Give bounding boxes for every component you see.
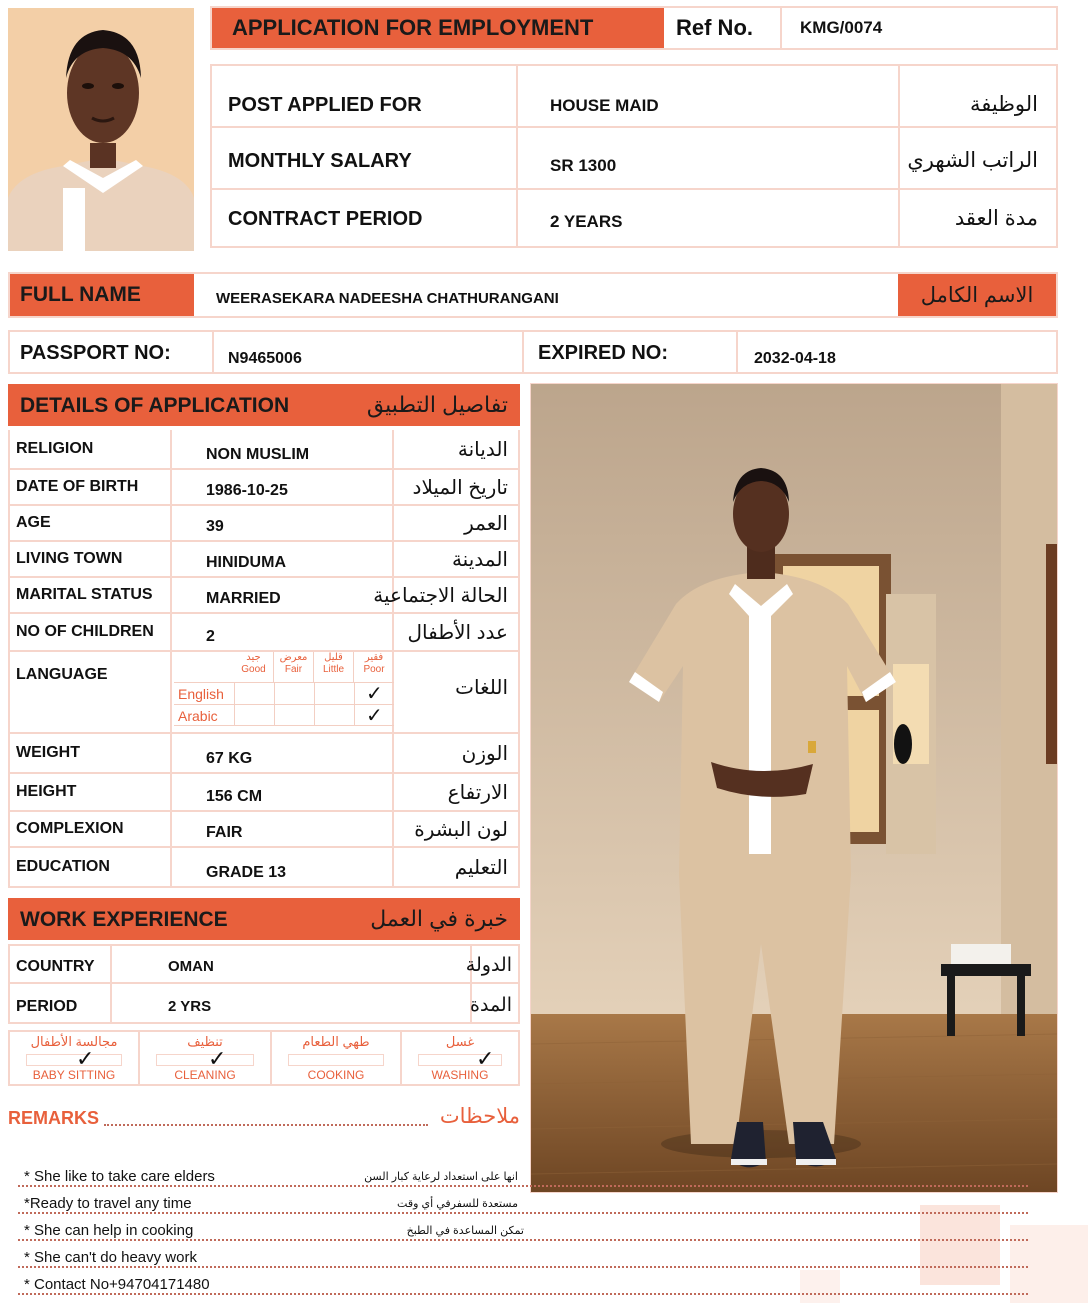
check-icon: ✓ [76, 1046, 95, 1071]
language-english-row [174, 682, 394, 704]
skill-baby-sitting: مجالسة الأطفال ✓ BABY SITTING [10, 1032, 140, 1084]
full-name-value: WEERASEKARA NADEESHA CHATHURANGANI [216, 290, 559, 307]
skills-table [8, 1030, 520, 1086]
detail-row [10, 812, 518, 848]
work-label: COUNTRY [16, 958, 95, 975]
detail-arabic: التعليم [454, 856, 508, 879]
language-label: LANGUAGE [10, 652, 172, 732]
detail-row [10, 542, 518, 578]
job-arabic: الراتب الشهري [907, 149, 1038, 172]
detail-arabic: الديانة [457, 438, 508, 461]
remarks-dotted-line [104, 1124, 428, 1126]
detail-row [10, 848, 518, 886]
detail-row [10, 470, 518, 506]
work-arabic: المدة [470, 995, 512, 1016]
detail-label: COMPLEXION [10, 812, 172, 846]
detail-row [10, 430, 518, 470]
portrait-photo [8, 8, 194, 251]
level-fair: معرض Fair [274, 652, 314, 682]
detail-value: FAIR [174, 812, 394, 846]
detail-label: DATE OF BIRTH [10, 470, 172, 504]
job-row-post [212, 66, 1056, 128]
detail-arabic: العمر [464, 512, 508, 535]
check-icon: ✓ [366, 705, 383, 727]
check-icon: ✓ [208, 1046, 227, 1071]
detail-label: MARITAL STATUS [10, 578, 172, 612]
expiry-value: 2032-04-18 [754, 350, 836, 367]
detail-label: RELIGION [10, 430, 172, 468]
details-header [8, 384, 520, 426]
job-row-salary [212, 128, 1056, 190]
remark-item: * She like to take care elders انها على استعداد لرعاية كبار السن [18, 1160, 1028, 1187]
work-arabic: الدولة [465, 955, 512, 976]
job-label: POST APPLIED FOR [228, 94, 422, 116]
detail-arabic: الحالة الاجتماعية [373, 584, 508, 607]
remark-item: * Contact No+94704171480 [18, 1268, 1028, 1295]
language-name: Arabic [178, 708, 218, 724]
details-table [8, 430, 520, 888]
detail-arabic: تاريخ الميلاد [412, 476, 508, 499]
work-value: OMAN [168, 958, 214, 975]
detail-label: WEIGHT [10, 734, 172, 772]
check-icon: ✓ [366, 683, 383, 705]
job-label: MONTHLY SALARY [228, 150, 412, 172]
header-bar [210, 6, 1058, 50]
work-title: WORK EXPERIENCE [20, 908, 228, 931]
detail-value: 39 [174, 506, 394, 540]
skill-washing: غسل ✓ WASHING [402, 1032, 518, 1084]
passport-row [8, 330, 1058, 374]
detail-arabic: لون البشرة [414, 818, 508, 841]
work-table [8, 944, 520, 1024]
detail-label: NO OF CHILDREN [10, 614, 172, 650]
skill-cleaning: تنظيف ✓ CLEANING [140, 1032, 272, 1084]
work-row [10, 946, 518, 984]
remarks-label: REMARKS [8, 1108, 100, 1128]
job-value: HOUSE MAID [550, 96, 659, 115]
work-label: PERIOD [16, 998, 78, 1015]
level-good: جيد Good [234, 652, 274, 682]
skill-cooking: طهي الطعام COOKING [272, 1032, 402, 1084]
detail-arabic: عدد الأطفال [407, 621, 508, 644]
detail-row [10, 578, 518, 614]
detail-value: 1986-10-25 [174, 470, 394, 504]
remarks-arabic: ملاحظات [439, 1105, 520, 1128]
language-arabic-row [174, 704, 394, 726]
job-arabic: مدة العقد [954, 207, 1038, 230]
detail-label: LIVING TOWN [10, 542, 172, 576]
detail-value: NON MUSLIM [174, 430, 394, 468]
detail-value: HINIDUMA [174, 542, 394, 576]
detail-value: 67 KG [174, 734, 394, 772]
detail-value: GRADE 13 [174, 848, 394, 886]
job-value: SR 1300 [550, 156, 617, 175]
detail-value: 156 CM [174, 774, 394, 810]
full-name-label: FULL NAME [10, 274, 194, 316]
work-title-arabic: خبرة في العمل [370, 906, 508, 931]
detail-arabic: المدينة [451, 548, 508, 571]
remark-item: * She can't do heavy work [18, 1241, 1028, 1268]
level-poor: فقير Poor [363, 652, 385, 675]
ref-value: KMG/0074 [800, 18, 883, 37]
job-table [210, 64, 1058, 248]
detail-label: EDUCATION [10, 848, 172, 886]
detail-row [10, 734, 518, 774]
detail-row [10, 774, 518, 812]
detail-value: MARRIED [174, 578, 394, 612]
details-title-arabic: تفاصيل التطبيق [366, 392, 508, 417]
language-grid [174, 652, 394, 732]
details-title: DETAILS OF APPLICATION [20, 394, 290, 417]
detail-label: HEIGHT [10, 774, 172, 810]
remark-item: *Ready to travel any time مستعدة للسفرفي أي وقت [18, 1187, 1028, 1214]
detail-row [10, 506, 518, 542]
language-name: English [178, 686, 224, 702]
work-value: 2 YRS [168, 998, 212, 1015]
level-little: قليل Little [314, 652, 354, 682]
job-label: CONTRACT PERIOD [228, 208, 423, 230]
detail-row [10, 614, 518, 652]
language-arabic: اللغات [455, 676, 508, 699]
detail-label: AGE [10, 506, 172, 540]
detail-arabic: الارتفاع [447, 781, 508, 804]
check-icon: ✓ [476, 1046, 495, 1071]
full-name-arabic: الاسم الكامل [898, 274, 1056, 316]
language-row [10, 652, 518, 734]
work-row [10, 984, 518, 1022]
ref-label: Ref No. [664, 8, 782, 48]
work-header [8, 898, 520, 940]
passport-value: N9465006 [228, 350, 302, 367]
application-title: APPLICATION FOR EMPLOYMENT [212, 8, 664, 48]
job-arabic: الوظيفة [969, 93, 1038, 116]
job-row-contract [212, 190, 1056, 246]
expiry-label: EXPIRED NO: [538, 342, 669, 364]
full-body-photo [530, 383, 1058, 1193]
detail-arabic: الوزن [461, 742, 508, 765]
passport-label: PASSPORT NO: [20, 342, 171, 364]
full-name-row [8, 272, 1058, 318]
remark-item: * She can help in cooking تمكن المساعدة في الطبخ [18, 1214, 1028, 1241]
detail-value: 2 [174, 614, 394, 650]
job-value: 2 YEARS [550, 212, 623, 231]
